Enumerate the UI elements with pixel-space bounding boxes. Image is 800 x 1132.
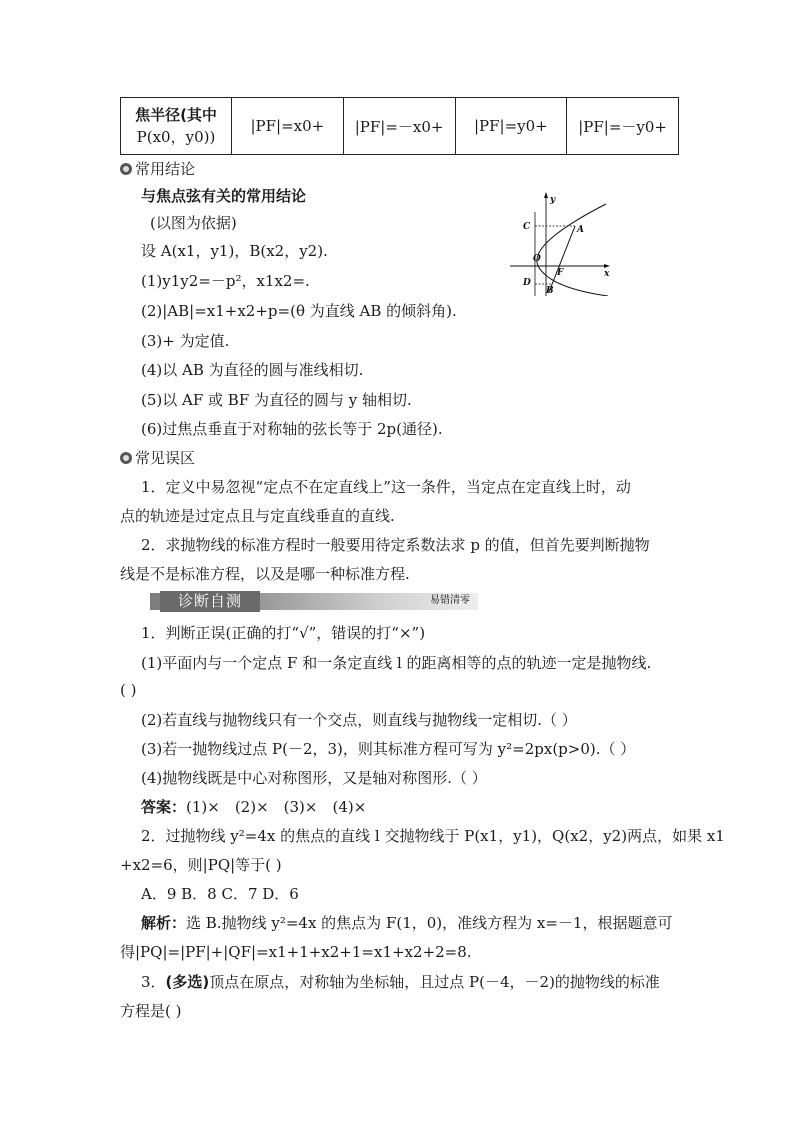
figure-label-x: x: [604, 269, 610, 279]
q3-line1: [141, 971, 660, 992]
conclusion-line: (6)过焦点垂直于对称轴的弦长等于 2p(通径).: [141, 420, 443, 438]
q1-answer: [141, 796, 366, 817]
q2-line1: 2．过抛物线 y²=4x 的焦点的直线 l 交抛物线于 P(x1，y1)，Q(x2，y2)两点，如果 x1: [141, 827, 725, 845]
figure-label-a: A: [577, 225, 584, 235]
conclusion-line: (4)以 AB 为直径的圆与准线相切.: [141, 361, 364, 379]
conclusion-line: (2)|AB|=x1+x2+p=(θ 为直线 AB 的倾斜角).: [141, 302, 457, 320]
section-right-label: 易错清零: [430, 595, 470, 606]
errors-heading-text: 常见误区: [135, 449, 196, 467]
q3-number: 3．: [141, 973, 166, 991]
error-paragraph-2-line1: 2．求抛物线的标准方程时一般要用待定系数法求 p 的值，但首先要判断抛物: [141, 536, 650, 554]
error-paragraph-1-line1: 1．定义中易忽视“定点不在定直线上”这一条件，当定点在定直线上时，动: [141, 478, 631, 496]
conclusion-line: (5)以 AF 或 BF 为直径的圆与 y 轴相切.: [141, 391, 412, 409]
parabola-figure: [510, 192, 616, 296]
figure-label-y: y: [550, 195, 556, 205]
figure-label-b: B: [546, 286, 554, 296]
q1-title: 1．判断正误(正确的打“√”，错误的打“×”): [141, 624, 426, 642]
table-cell: |PF|=y0+: [455, 98, 567, 155]
table-header-line2: P(x0，y0)): [136, 128, 216, 146]
answer-text: (1)× (2)× (3)× (4)×: [186, 798, 367, 816]
q3-text: 顶点在原点，对称轴为坐标轴，且过点 P(－4，－2)的抛物线的标准: [209, 973, 660, 991]
q1-item: (1)平面内与一个定点 F 和一条定直线 l 的距离相等的点的轨迹一定是抛物线.: [141, 654, 652, 672]
errors-heading: [120, 447, 195, 468]
figure-label-d: D: [523, 278, 531, 288]
solution-label: 解析：: [141, 914, 187, 932]
q3-line2: 方程是( ): [120, 1002, 182, 1020]
conclusion-line: (3)+ 为定值.: [141, 332, 230, 350]
q1-item: (2)若直线与抛物线只有一个交点，则直线与抛物线一定相切.（ ）: [141, 711, 577, 729]
common-subheading: 与焦点弦有关的常用结论: [141, 187, 307, 205]
error-paragraph-2-line2: 线是不是标准方程，以及是哪一种标准方程.: [120, 565, 410, 583]
q2-options: A．9 B．8 C．7 D．6: [141, 885, 299, 903]
q3-multi-tag: (多选): [165, 973, 210, 991]
section-banner: [150, 591, 478, 611]
figure-note: (以图为依据): [150, 214, 237, 232]
table-cell: |PF|=x0+: [232, 98, 344, 155]
section-tag: 诊断自测: [160, 591, 260, 612]
table-cell: |PF|=－x0+: [343, 98, 455, 155]
bullet-icon: [120, 452, 132, 464]
table-header-line1: 焦半径(其中: [135, 106, 217, 124]
q1-item: (4)抛物线既是中心对称图形，又是轴对称图形.（ ）: [141, 769, 487, 787]
q1-item: (3)若一抛物线过点 P(－2，3)，则其标准方程可写为 y²=2px(p>0).（ ）: [141, 740, 636, 758]
conclusion-line: 设 A(x1，y1)，B(x2，y2).: [141, 242, 328, 260]
common-heading-text: 常用结论: [135, 160, 196, 178]
table-cell: |PF|=－y0+: [567, 98, 679, 155]
error-paragraph-1-line2: 点的轨迹是过定点且与定直线垂直的直线.: [120, 507, 395, 525]
figure-label-f: F: [557, 268, 564, 278]
conclusion-line: (1)y1y2=－p²，x1x2=.: [141, 272, 310, 290]
focal-radius-table: [120, 97, 679, 155]
q2-solution-line2: 得|PQ|=|PF|+|QF|=x1+1+x2+1=x1+x2+2=8.: [120, 943, 472, 961]
bullet-icon: [120, 163, 132, 175]
q2-solution-line1: [141, 912, 672, 933]
q1-item: ( ): [120, 681, 137, 699]
common-heading: [120, 158, 195, 179]
figure-label-c: C: [523, 222, 531, 232]
table-header-cell: [121, 98, 232, 155]
figure-label-o: O: [533, 254, 541, 264]
solution-text: 选 B.抛物线 y²=4x 的焦点为 F(1，0)，准线方程为 x=－1，根据题意可: [186, 914, 673, 932]
q2-line2: +x2=6，则|PQ|等于( ): [120, 856, 282, 874]
answer-label: 答案：: [141, 798, 187, 816]
